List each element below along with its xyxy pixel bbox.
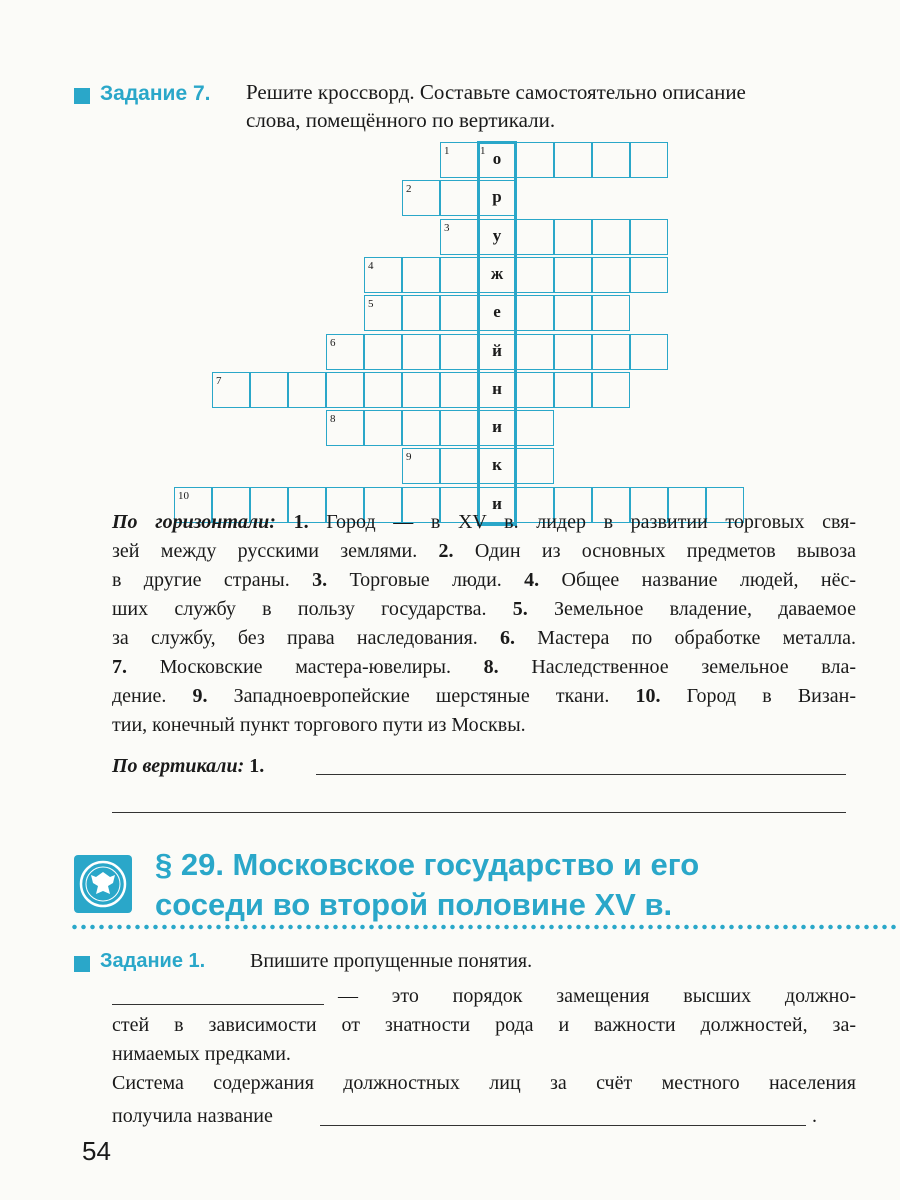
clue-num: 10. — [635, 685, 661, 707]
crossword-cell[interactable] — [516, 334, 554, 370]
crossword-row-number: 10 — [178, 489, 189, 502]
crossword-vertical-letter: и — [492, 417, 502, 437]
task1-p2-line1: Система содержания должностных лиц за счёт местного населения — [112, 1072, 856, 1094]
crossword-cell[interactable] — [630, 142, 668, 178]
clue-num: 5. — [512, 598, 528, 620]
crossword-vertical-letter: е — [493, 302, 501, 322]
clue-line-4 — [112, 595, 856, 624]
crossword-cell[interactable] — [516, 372, 554, 408]
clue-line-1 — [112, 508, 856, 537]
crossword-cell[interactable] — [288, 372, 326, 408]
crossword-vertical-letter: и — [492, 493, 502, 513]
vertical-answer-line-1[interactable] — [316, 774, 846, 775]
crossword-cell[interactable] — [440, 180, 478, 216]
task1-p2-end: . — [812, 1105, 817, 1127]
crossword-cell[interactable] — [516, 219, 554, 255]
crossword-cell[interactable] — [592, 219, 630, 255]
clue-line-5 — [112, 624, 856, 653]
emblem-icon — [74, 855, 132, 913]
section-title — [155, 845, 699, 925]
crossword-row-number: 2 — [406, 183, 412, 196]
crossword-cell[interactable] — [554, 142, 592, 178]
crossword-cell[interactable] — [516, 410, 554, 446]
crossword-cell[interactable] — [554, 219, 592, 255]
horizontal-label: По горизонтали: — [112, 511, 276, 533]
clue-text: Торговые люди. — [327, 569, 525, 591]
crossword-cell[interactable] — [364, 410, 402, 446]
crossword-cell[interactable] — [440, 334, 478, 370]
crossword-vertical-letter: у — [492, 225, 502, 245]
crossword-cell[interactable] — [554, 295, 592, 331]
clue-text: Мастера по обработке металла. — [515, 627, 856, 649]
clue-text: дение. — [112, 685, 193, 707]
crossword-cell[interactable] — [440, 372, 478, 408]
crossword-cell[interactable] — [516, 448, 554, 484]
crossword-vertical-letter: й — [492, 340, 502, 360]
task1-p1-line3: нимаемых предками. — [112, 1043, 291, 1065]
crossword-row-number: 6 — [330, 336, 336, 349]
clue-text: в другие страны. — [112, 569, 313, 591]
crossword-vertical-letter: о — [492, 149, 502, 168]
dotted-divider — [70, 924, 900, 930]
crossword-cell[interactable] — [440, 410, 478, 446]
task1-p1-line2: стей в зависимости от знатности рода и важности должностей, за- — [112, 1014, 856, 1036]
crossword-row-number: 9 — [406, 451, 412, 464]
crossword-cell[interactable] — [402, 257, 440, 293]
clue-text: Общее название людей, нёс- — [539, 569, 856, 591]
clue-num: 3. — [312, 569, 328, 591]
clue-num: 9. — [192, 685, 208, 707]
vertical-label: По вертикали: — [112, 755, 245, 777]
crossword-cell[interactable] — [630, 257, 668, 293]
crossword-cell[interactable] — [630, 219, 668, 255]
vertical-word-frame — [477, 141, 517, 526]
clue-text: Один из основных предметов вывоза — [453, 540, 856, 562]
crossword-row-number: 5 — [368, 298, 374, 311]
task1-blank-2[interactable] — [320, 1125, 806, 1126]
crossword-cell[interactable] — [554, 372, 592, 408]
crossword-cell[interactable] — [554, 257, 592, 293]
crossword-cell[interactable] — [250, 372, 288, 408]
clue-num: 8. — [483, 656, 499, 678]
vertical-answer-line-2[interactable] — [112, 812, 846, 813]
crossword-vertical-letter: р — [492, 187, 502, 207]
crossword-cell[interactable] — [402, 372, 440, 408]
clue-num: 7. — [112, 656, 127, 678]
crossword-cell[interactable] — [630, 334, 668, 370]
crossword-cell[interactable] — [402, 410, 440, 446]
clue-text: ших службу в пользу государства. — [112, 598, 513, 620]
clue-text: Наследственное земельное вла- — [498, 656, 856, 678]
clue-line-6 — [112, 653, 856, 682]
crossword-vertical-letter: н — [492, 378, 502, 398]
crossword-cell[interactable] — [440, 257, 478, 293]
crossword-cell[interactable] — [592, 295, 630, 331]
crossword-grid — [0, 0, 900, 513]
crossword-cell[interactable] — [516, 257, 554, 293]
task7-instruction-line1: Решите кроссворд. Составьте самостоятельно описание — [246, 80, 746, 104]
task1-p2-line2: получила название — [112, 1105, 273, 1127]
page-number: 54 — [82, 1136, 111, 1166]
clue-num: 1. — [293, 511, 309, 533]
crossword-cell[interactable] — [402, 334, 440, 370]
crossword-cell[interactable] — [592, 257, 630, 293]
crossword-cell[interactable] — [592, 334, 630, 370]
crossword-cell[interactable] — [516, 295, 554, 331]
task7-label: Задание 7. — [100, 82, 211, 105]
clue-num: 6. — [500, 627, 516, 649]
crossword-cell[interactable] — [402, 295, 440, 331]
crossword-cell[interactable] — [554, 334, 592, 370]
clue-text: Город — в XV в. лидер в развитии торговых свя- — [308, 511, 857, 533]
task-marker-icon — [74, 956, 90, 972]
clue-text: тии, конечный пункт торгового пути из Москвы. — [112, 714, 526, 736]
task1-p1-line1: — это порядок замещения высших должно- — [338, 985, 856, 1007]
crossword-cell[interactable] — [440, 295, 478, 331]
clue-line-2 — [112, 537, 856, 566]
clue-line-7 — [112, 682, 856, 711]
clue-text: за службу, без права наследования. — [112, 627, 501, 649]
task1-label: Задание 1. — [100, 950, 206, 972]
crossword-row-number: 7 — [216, 374, 222, 387]
clue-text: Московские мастера-ювелиры. — [127, 656, 484, 678]
section-title-line2: соседи во второй половине XV в. — [155, 887, 673, 922]
crossword-cell[interactable] — [440, 448, 478, 484]
crossword-row-number: 8 — [330, 413, 336, 426]
clue-text: Город в Визан- — [660, 685, 857, 707]
clue-line-3 — [112, 566, 856, 595]
clue-num: 2. — [438, 540, 454, 562]
clue-text: Западноевропейские шерстяные ткани. — [207, 685, 636, 707]
crossword-cell[interactable] — [592, 142, 630, 178]
clue-text: зей между русскими землями. — [112, 540, 439, 562]
crossword-row-number: 4 — [368, 259, 374, 272]
clue-text: Земельное владение, даваемое — [527, 598, 856, 620]
crossword-cell[interactable] — [592, 372, 630, 408]
crossword-cell[interactable] — [364, 372, 402, 408]
task1-intro: Впишите пропущенные понятия. — [250, 950, 533, 972]
crossword-cell[interactable] — [516, 142, 554, 178]
section-title-line1: § 29. Московское государство и его — [155, 847, 700, 882]
double-eagle-icon — [74, 855, 132, 913]
crossword-vertical-letter: к — [492, 455, 502, 475]
clue-num: 4. — [524, 569, 540, 591]
crossword-vertical-letter: ж — [490, 263, 504, 283]
task7-instruction-line2: слова, помещённого по вертикали. — [246, 108, 556, 132]
crossword-row-number: 1 — [444, 145, 450, 157]
crossword-row-number: 3 — [444, 221, 450, 234]
vertical-clue-num: 1. — [249, 755, 265, 777]
crossword-vertical-number: 1 — [480, 145, 486, 157]
clue-line-8 — [112, 711, 856, 740]
vertical-clue-line — [112, 752, 264, 781]
crossword-cell[interactable] — [364, 334, 402, 370]
crossword-cell[interactable] — [326, 372, 364, 408]
task1-blank-1[interactable] — [112, 1004, 324, 1005]
